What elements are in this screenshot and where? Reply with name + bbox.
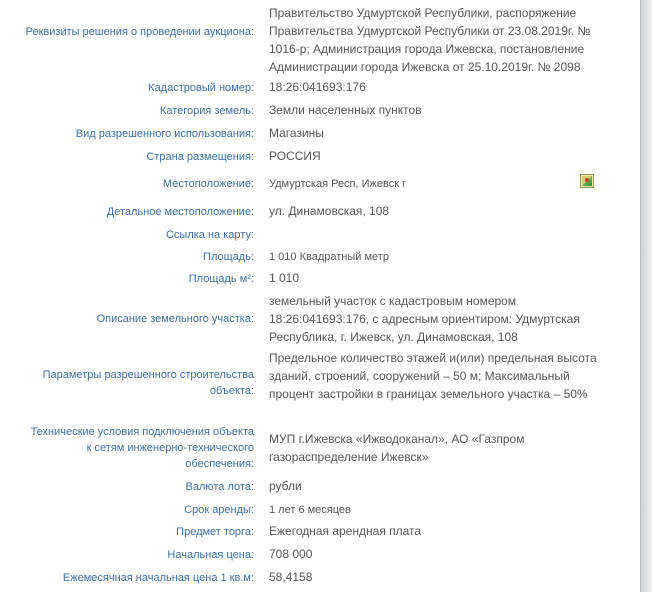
value-land-category: Земли населенных пунктов [269,103,422,117]
value-detailed-location: ул. Динамовская, 108 [269,204,390,218]
label-auction-decision: Реквизиты решения о проведении аукциона: [25,26,254,38]
label-construction-params: Параметры разрешенного строительства объекта: [42,369,254,397]
label-map-link: Ссылка на карту: [165,229,254,241]
label-starting-price: Начальная цена: [167,549,254,561]
value-currency: рубли [269,479,302,493]
value-construction-params: Предельное количество этажей и(или) предельная высота зданий, строений, сооружений – 50 м; Максимальный процент застройки в границах земельного участка – 50% [269,351,597,401]
value-auction-decision: Правительство Удмуртской Республики, распоряжение Правительства Удмуртской Республики от 23.08.2019г. № 1016-р; Администрация города Ижевска, постановление Администрации города Ижевска от 25.10.2019г. № 2098 [269,6,591,74]
value-permitted-use: Магазины [269,126,324,140]
label-area-m2: Площадь м²: [188,273,254,285]
label-technical-conditions: Технические условия подключения объекта к сетям инженерно-технического обеспечения: [30,426,254,470]
value-bidding-subject: Ежегодная арендная плата [269,524,422,538]
value-technical-conditions: МУП г.Ижевска «Ижводоканал», АО «Газпром газораспределение Ижевск» [269,432,525,464]
label-currency: Валюта лота: [185,481,254,493]
value-starting-price: 708 000 [269,547,313,561]
value-monthly-price: 58,4158 [269,570,313,584]
map-icon[interactable] [580,174,594,188]
label-country: Страна размещения: [146,151,254,163]
label-location: Местоположение: [162,178,254,190]
label-detailed-location: Детальное местоположение: [106,206,254,218]
label-cadastral-number: Кадастровый номер: [148,82,254,94]
value-plot-description: земельный участок с кадастровым номером 18:26:041693:176, с адресным ориентиром: Удмуртская Республика, г. Ижевск, ул. Динамовская, 108 [269,294,580,344]
label-lease-term: Срок аренды: [184,504,254,516]
label-bidding-subject: Предмет торга: [176,526,254,538]
value-country: РОССИЯ [269,149,321,163]
label-land-category: Категория земель: [159,105,254,117]
page-right-edge [640,0,652,592]
value-area: 1 010 Квадратный метр [269,251,389,263]
label-permitted-use: Вид разрешенного использования: [75,128,254,140]
label-area: Площадь: [203,251,254,263]
value-lease-term: 1 лет 6 месяцев [269,504,351,516]
label-plot-description: Описание земельного участка: [96,313,254,325]
value-area-m2: 1 010 [269,271,300,285]
value-location: Удмуртская Респ, Ижевск г [269,178,407,190]
value-cadastral-number: 18:26:041693:176 [269,80,366,94]
label-monthly-price: Ежемесячная начальная цена 1 кв.м: [62,572,254,584]
